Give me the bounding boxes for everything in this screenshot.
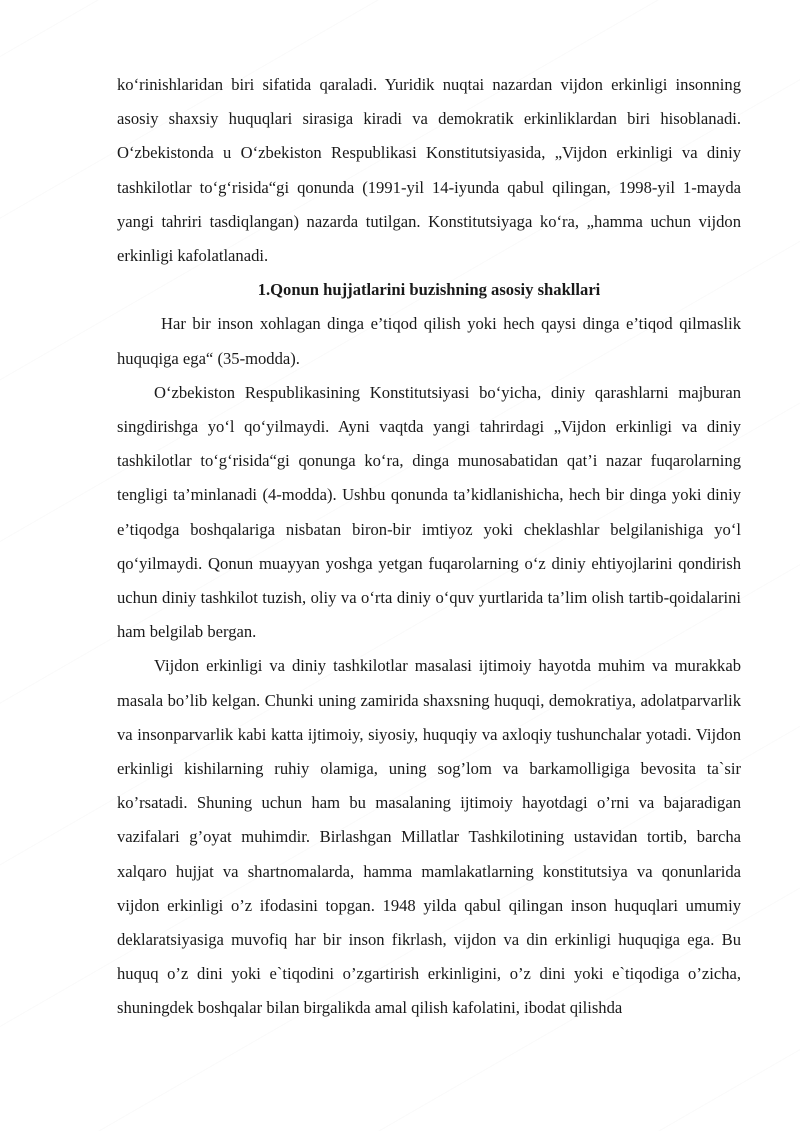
paragraph-freedom-of-conscience: Vijdon erkinligi va diniy tashkilotlar masalasi ijtimoiy hayotda muhim va murakkab masala bo’lib kelgan. Chunki uning zamirida shaxsning huquqi, demokratiya, adolatparvarlik va insonparvarlik kabi katta ijtimoiy, siyosiy, huquqiy va axloqiy tushunchalar yotadi. Vijdon erkinligi kishilarning ruhiy olamiga, uning sog’lom va barkamolligiga bevosita ta`sir ko’rsatadi. Shuning uchun ham bu masalaning ijtimoiy hayotdagi o’rni va bajaradigan vazifalari g’oyat muhimdir. Birlashgan Millatlar Tashkilotining ustavidan tortib, barcha xalqaro hujjat va shartnomalarda, hamma mamlakatlarning konstitutsiya va qonunlarida vijdon erkinligi o’z ifodasini topgan. 1948 yilda qabul qilingan inson huquqlari umumiy deklaratsiyasiga muvofiq har bir inson fikrlash, vijdon va din erkinligi huquqiga ega. Bu huquq o’z dini yoki e`tiqodini o’zgartirish erkinligini, o’z dini yoki e`tiqodiga o’zicha, shuningdek boshqalar bilan birgalikda amal qilish kafolatini, ibodat qilishda: [117, 656, 741, 1018]
paragraph-intro: ko‘rinishlaridan biri sifatida qaraladi. Yuridik nuqtai nazardan vijdon erkinligi insonning asosiy shaxsiy huquqlari sirasiga kiradi va demokratik erkinliklardan biri hisoblanadi. O‘zbekistonda u O‘zbekiston Respublikasi Konstitutsiyasida, „Vijdon erkinligi va diniy tashkilotlar to‘g‘risida“gi qonunda (1991-yil 14-iyunda qabul qilingan, 1998-yil 1-mayda yangi tahriri tasdiqlangan) nazarda tutilgan. Konstitutsiyaga ko‘ra, „hamma uchun vijdon erkinligi kafolatlanadi.: [117, 75, 741, 266]
document-page: [117, 68, 741, 1026]
section-heading: 1.Qonun hujjatlarini buzishning asosiy shakllari: [257, 280, 601, 300]
paragraph-constitution: O‘zbekiston Respublikasining Konstitutsiyasi bo‘yicha, diniy qarashlarni majburan singdirishga yo‘l qo‘yilmaydi. Ayni vaqtda yangi tahrirdagi „Vijdon erkinligi va diniy tashkilotlar to‘g‘risida“gi qonunga ko‘ra, dinga munosabatidan qat’i nazar fuqarolarning tengligi ta’minlanadi (4-modda). Ushbu qonunda ta’kidlanishicha, hech bir dinga yoki diniy e’tiqodga boshqalariga nisbatan biron-bir imtiyoz yoki cheklashlar belgilanishiga yo‘l qo‘yilmaydi. Qonun muayyan yoshga yetgan fuqarolarning o‘z diniy ehtiyojlarini qondirish uchun diniy tashkilot tuzish, oliy va o‘rta diniy o‘quv yurtlarida ta’lim olish tartib-qoidalarini ham belgilab bergan.: [117, 382, 741, 642]
paragraph-constitution-quote: Har bir inson xohlagan dinga e’tiqod qilish yoki hech qaysi dinga e’tiqod qilmaslik huquqiga ega“ (35-modda).: [117, 314, 741, 368]
